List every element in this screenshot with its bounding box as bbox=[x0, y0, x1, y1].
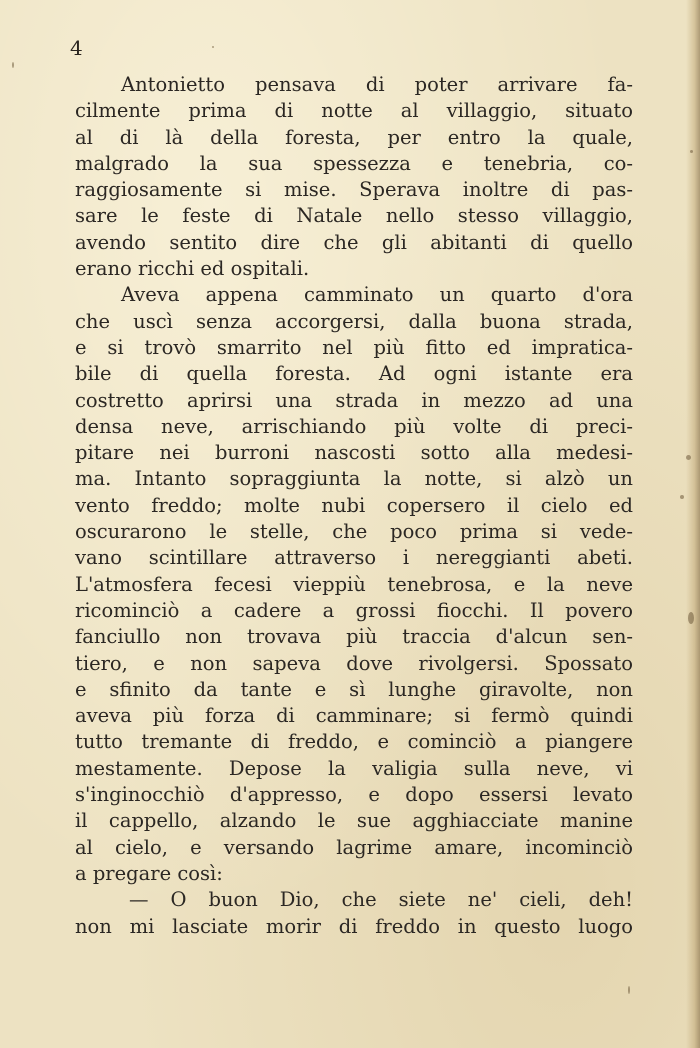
text-line: tutto tremante di freddo, e cominciò a piangere bbox=[75, 730, 633, 754]
page-number: 4 bbox=[70, 36, 83, 60]
text-line: s'inginocchiò d'appresso, e dopo essersi levato bbox=[75, 783, 633, 807]
text-line: L'atmosfera fecesi vieppiù tenebrosa, e la neve bbox=[75, 572, 633, 596]
text-line: costretto aprirsi una strada in mezzo ad una bbox=[75, 388, 633, 412]
text-line: vento freddo; molte nubi copersero il cielo ed bbox=[75, 493, 633, 517]
body-text bbox=[75, 72, 633, 940]
text-line: vano scintillare attraverso i nereggianti abeti. bbox=[75, 546, 633, 570]
text-line: che uscì senza accorgersi, dalla buona strada, bbox=[75, 309, 633, 333]
text-line: al di là della foresta, per entro la quale, bbox=[75, 125, 633, 149]
text-line: malgrado la sua spessezza e tenebria, co- bbox=[75, 151, 633, 175]
text-line: ma. Intanto sopraggiunta la notte, si alzò un bbox=[75, 467, 633, 491]
text-line: bile di quella foresta. Ad ogni istante era bbox=[75, 362, 633, 386]
text-line: ricominciò a cadere a grossi fiocchi. Il povero bbox=[75, 598, 633, 622]
text-line: Aveva appena camminato un quarto d'ora bbox=[121, 283, 633, 307]
text-line: densa neve, arrischiando più volte di preci- bbox=[75, 414, 633, 438]
text-line: a pregare così: bbox=[75, 861, 223, 885]
text-line: cilmente prima di notte al villaggio, situato bbox=[75, 99, 633, 123]
text-line: oscurarono le stelle, che poco prima si vede- bbox=[75, 520, 633, 544]
text-line: non mi lasciate morir di freddo in questo luogo bbox=[75, 914, 633, 938]
text-line: pitare nei burroni nascosti sotto alla medesi- bbox=[75, 441, 633, 465]
text-line: e si trovò smarrito nel più fitto ed impratica- bbox=[75, 335, 633, 359]
text-line: avendo sentito dire che gli abitanti di quello bbox=[75, 230, 633, 254]
text-line: tiero, e non sapeva dove rivolgersi. Spossato bbox=[75, 651, 633, 675]
text-line: e sfinito da tante e sì lunghe giravolte, non bbox=[75, 677, 633, 701]
page-edge-shadow bbox=[686, 0, 700, 1048]
text-line: — O buon Dio, che siete ne' cieli, deh! bbox=[129, 888, 633, 912]
text-line: il cappello, alzando le sue agghiacciate manine bbox=[75, 809, 633, 833]
text-line: raggiosamente si mise. Sperava inoltre di pas- bbox=[75, 178, 633, 202]
text-line: erano ricchi ed ospitali. bbox=[75, 257, 310, 281]
text-line: al cielo, e versando lagrime amare, incominciò bbox=[75, 835, 633, 859]
text-line: mestamente. Depose la valigia sulla neve, vi bbox=[75, 756, 633, 780]
text-line: sare le feste di Natale nello stesso villaggio, bbox=[75, 204, 633, 228]
text-line: aveva più forza di camminare; si fermò quindi bbox=[75, 704, 633, 728]
text-line: Antonietto pensava di poter arrivare fa- bbox=[121, 73, 633, 96]
text-line: fanciullo non trovava più traccia d'alcun sen- bbox=[75, 625, 633, 649]
